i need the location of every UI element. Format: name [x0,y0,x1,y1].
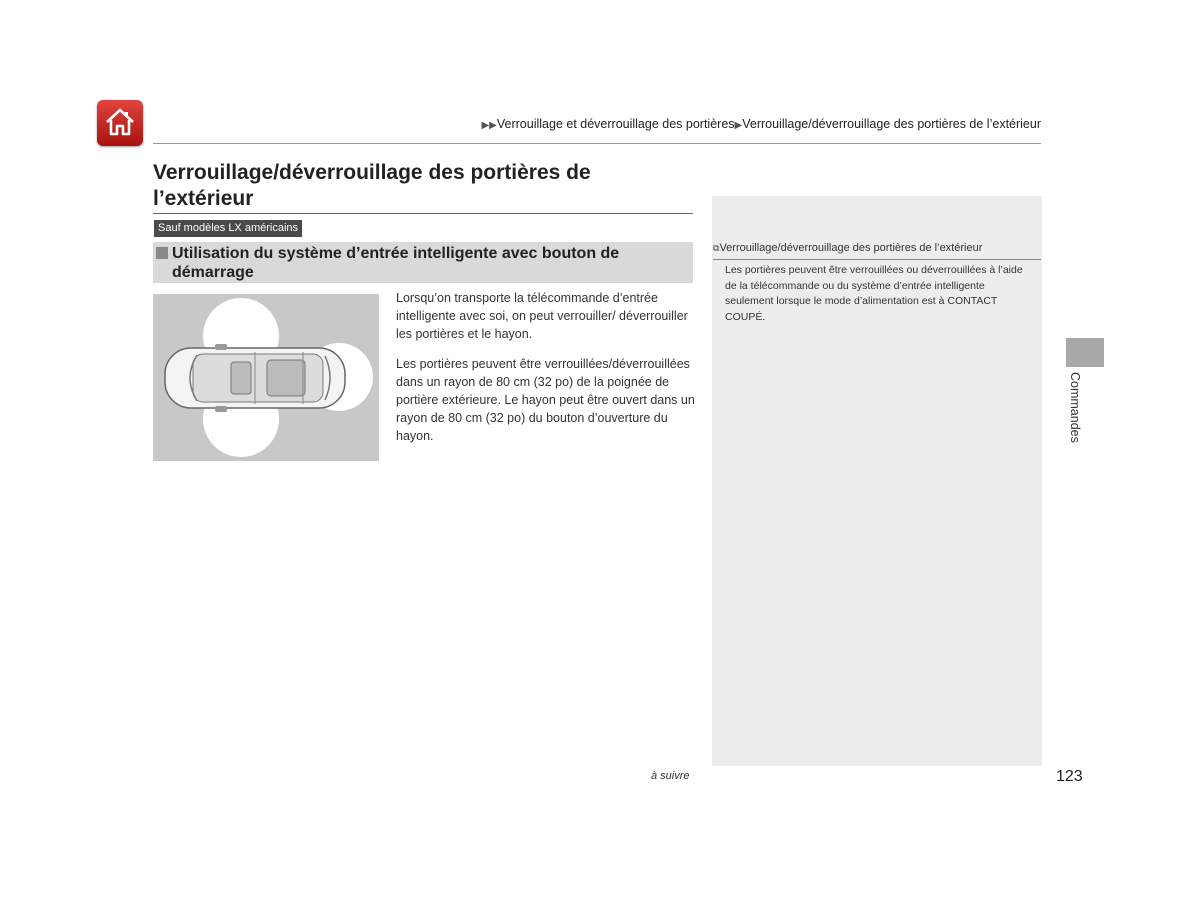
double-arrow-icon: ▶▶ [481,120,497,131]
page-number: 123 [1056,768,1083,785]
reference-icon: ⧉ [713,243,720,253]
chapter-tab-label[interactable]: Commandes [1068,372,1082,443]
home-icon [104,106,136,138]
breadcrumb [481,117,1041,131]
paragraph: Lorsqu’on transporte la télécommande d’entrée intelligente avec soi, on peut verrouiller/ déverrouiller les portières et le hayon. [396,291,688,341]
chapter-tab-marker[interactable] [1066,338,1104,367]
body-text [396,289,696,457]
header-divider [153,143,1041,144]
page-title: Verrouillage/déverrouillage des portières de l’extérieur [153,161,591,210]
section-title: Utilisation du système d’entrée intelligente avec bouton de démarrage [172,245,620,281]
section-square-icon [156,247,168,259]
home-button[interactable] [97,100,143,146]
breadcrumb-item-1[interactable]: Verrouillage et déverrouillage des portières [496,117,735,131]
side-note-text: Les portières peuvent être verrouillées ou déverrouillées à l’aide de la télécommande ou du système d’entrée intelligente seulement lorsque le mode d’alimentation est à CONTACT COUPÉ. [725,264,1023,323]
arrow-icon: ▶ [734,120,743,131]
car-top-view-icon [153,294,379,461]
continued-label: à suivre [651,770,690,782]
side-note-title: Verrouillage/déverrouillage des portières de l’extérieur [719,242,983,254]
paragraph: Les portières peuvent être verrouillées/déverrouillées dans un rayon de 80 cm (32 po) de la poignée de portière extérieure. Le hayon peut être ouvert dans un rayon de 80 cm (32 po) du bouton d’ouverture du hayon. [396,357,695,443]
side-note-heading[interactable] [713,242,1041,260]
section-heading [153,242,693,283]
breadcrumb-item-2[interactable]: Verrouillage/déverrouillage des portières de l’extérieur [742,117,1041,131]
title-divider [153,213,693,214]
model-tag: Sauf modèles LX américains [154,220,302,237]
car-figure [153,294,379,461]
